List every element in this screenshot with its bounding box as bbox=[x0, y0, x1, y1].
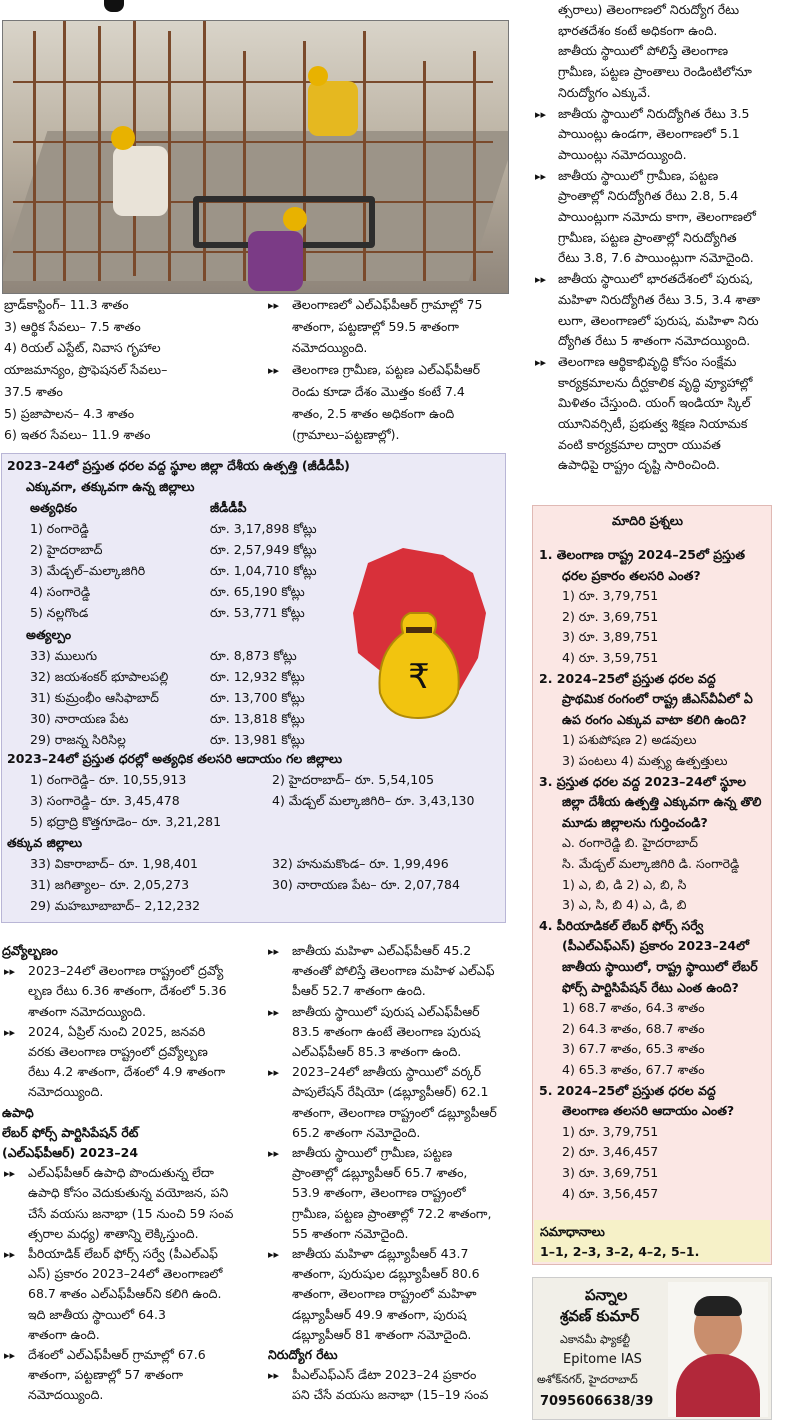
lfpr-line: శాతం, 2.5 శాతం అధికంగా ఉంది bbox=[292, 405, 455, 421]
double-triangle-bullet-icon: ▸▸ bbox=[268, 1369, 280, 1383]
wpr-line: పాపులేషన్ రేషియో (డబ్ల్యూపీఆర్) 62.1 bbox=[292, 1084, 489, 1100]
service-share-line: 6) ఇతర సేవలు– 11.9 శాతం bbox=[4, 427, 151, 443]
header-glyph-fragment bbox=[104, 0, 124, 12]
inflation-employment-line: వరకు తెలంగాణ రాష్ట్రంలో ద్రవ్యోల్బణ bbox=[28, 1044, 208, 1059]
inflation-employment-line: శాతంగా ఉంది. bbox=[28, 1326, 100, 1342]
answer-option: 3) ఎ, సి, బి 4) ఎ, డి, బి bbox=[562, 897, 687, 913]
unemployment-line: జాతీయ స్థాయిలో నిరుద్యోగిత రేటు 3.5 bbox=[558, 105, 750, 121]
wpr-line: శాతంగా, తెలంగాణ రాష్ట్రంలో మహిళా bbox=[292, 1286, 477, 1302]
double-triangle-bullet-icon: ▸▸ bbox=[268, 364, 280, 378]
service-share-line: 3) ఆర్థిక సేవలు– 7.5 శాతం bbox=[4, 318, 141, 334]
district-name: 4) సంగారెడ్డి bbox=[30, 584, 91, 599]
unemployment-line: వంటి కార్యక్రమాల ద్వారా యువత bbox=[558, 436, 721, 452]
lfpr-line: రెండు కూడా దేశం మొత్తం కంటే 7.4 bbox=[292, 383, 465, 399]
answer-option: 4) 65.3 శాతం, 67.7 శాతం bbox=[562, 1062, 705, 1077]
wpr-line: జాతీయ స్థాయిలో పురుష ఎల్ఎఫ్‌పీఆర్ bbox=[292, 1003, 480, 1019]
unemployment-line: జాతీయ స్థాయిలో గ్రామీణ, పట్టణ bbox=[558, 167, 719, 183]
unemployment-line: మహిళా నిరుద్యోగిత రేటు 3.5, 3.4 శాతా bbox=[558, 291, 761, 307]
wpr-line: 2023–24లో జాతీయ స్థాయిలో వర్కర్ bbox=[292, 1064, 482, 1080]
inflation-employment-line: రేటు 4.2 శాతంగా, దేశంలో 4.9 శాతంగా bbox=[28, 1064, 226, 1080]
lfpr-line: శాతంగా, పట్టణాల్లో 59.5 శాతంగా bbox=[292, 318, 459, 334]
answer-option: ఎ. రంగారెడ్డి బి. హైదరాబాద్ bbox=[562, 835, 698, 851]
question-text: (పీఎల్ఎఫ్ఎస్) ప్రకారం 2023–24లో bbox=[562, 938, 749, 954]
question-text: జిల్లా దేశీయ ఉత్పత్తి ఎక్కువగా ఉన్న తొలి bbox=[562, 794, 762, 810]
district-gddp-value: రూ. 8,873 కోట్లు bbox=[210, 648, 297, 663]
gddp-title: 2023–24లో ప్రస్తుత ధరల వద్ద స్థూల జిల్లా దేశీయ ఉత్పత్తి (జీడీడీపీ) bbox=[7, 458, 350, 473]
wpr-line: పీఎల్ఎఫ్ఎస్ డేటా 2023–24 ప్రకారం bbox=[292, 1367, 477, 1383]
question-text: 1. తెలంగాణ రాష్ట్ర 2024–25లో ప్రస్తుత bbox=[539, 547, 745, 562]
model-questions-head: మాదిరి ప్రశ్నలు bbox=[612, 513, 683, 528]
answers-text: 1–1, 2–3, 3–2, 4–2, 5–1. bbox=[540, 1244, 700, 1259]
unemployment-line: లుగా, తెలంగాణలో పురుష, మహిళా నిరు bbox=[558, 312, 759, 328]
unemployment-line: పాయింట్లుగా నమోదు కాగా, తెలంగాణలో bbox=[558, 209, 756, 224]
unemployment-line: జాతీయ స్థాయిలో భారతదేశంలో పురుష, bbox=[558, 271, 754, 287]
unemployment-line: మిళితం చేస్తుంది. యంగ్ ఇండియా స్కిల్ bbox=[558, 395, 751, 411]
section-heading: ద్రవ్యోల్బణం bbox=[2, 943, 58, 958]
answer-option: సి. మేడ్చల్ మల్కాజిగిరి డి. సంగారెడ్డి bbox=[562, 856, 740, 871]
answer-option: 1) రూ. 3,79,751 bbox=[562, 1123, 659, 1139]
district-gddp-value: రూ. 65,190 కోట్లు bbox=[210, 584, 305, 599]
answer-option: 2) రూ. 3,69,751 bbox=[562, 608, 659, 624]
inflation-employment-line: నమోదయ్యింది. bbox=[28, 1084, 104, 1100]
question-text: ఉప రంగం ఎక్కువ వాటా కలిగి ఉంది? bbox=[562, 711, 747, 727]
gddp-lowest-head: అత్యల్పం bbox=[26, 627, 72, 642]
service-share-line: 4) రియల్ ఎస్టేట్, నివాస గృహాల bbox=[4, 340, 161, 356]
per-capita-income-item: 2) హైదరాబాద్– రూ. 5,54,105 bbox=[272, 772, 435, 787]
answer-option: 2) 64.3 శాతం, 68.7 శాతం bbox=[562, 1020, 705, 1036]
double-triangle-bullet-icon: ▸▸ bbox=[268, 1005, 280, 1019]
lfpr-line: తెలంగాణలో ఎల్ఎఫ్‌పీఆర్ గ్రామాల్లో 75 bbox=[292, 297, 483, 312]
inflation-employment-line: ఉపాధి కోసం వెదుకుతున్న వయోజన, పని bbox=[28, 1185, 229, 1201]
wpr-line: డబ్ల్యూపీఆర్ 49.9 శాతంగా, పురుష bbox=[292, 1306, 467, 1322]
double-triangle-bullet-icon: ▸▸ bbox=[268, 1066, 280, 1080]
unemployment-line: జాతీయ స్థాయిలో పోలిస్తే తెలంగాణ bbox=[558, 43, 729, 59]
per-capita-income-item: 31) జగిత్యాల– రూ. 2,05,273 bbox=[30, 877, 190, 892]
answer-option: 2) రూ. 3,46,457 bbox=[562, 1144, 659, 1160]
inflation-employment-line: ఎల్ఎఫ్‌పీఆర్ ఉపాధి పొందుతున్న లేదా bbox=[28, 1165, 214, 1181]
question-text: ధరల ప్రకారం తలసరి ఎంత? bbox=[562, 567, 701, 583]
income-title: 2023–24లో ప్రస్తుత ధరల్లో అత్యధిక తలసరి ఆదాయం గల జిల్లాలు bbox=[7, 751, 343, 766]
double-triangle-bullet-icon: ▸▸ bbox=[4, 1167, 16, 1181]
gddp-col-head-highest: అత్యధికం bbox=[30, 500, 78, 515]
district-gddp-value: రూ. 2,57,949 కోట్లు bbox=[210, 542, 317, 557]
section-heading: (ఎల్ఎఫ్‌పీఆర్) 2023–24 bbox=[2, 1145, 139, 1160]
double-triangle-bullet-icon: ▸▸ bbox=[535, 273, 547, 287]
district-name: 29) రాజన్న సిరిసిల్ల bbox=[30, 732, 126, 747]
unemployment-line: భారతదేశం కంటే అధికంగా ఉంది. bbox=[558, 22, 718, 38]
unemployment-line: నిరుద్యోగం ఎక్కువే. bbox=[558, 84, 651, 100]
wpr-line: జాతీయ మహిళా ఎల్ఎఫ్‌పీఆర్ 45.2 bbox=[292, 943, 472, 958]
district-name: 2) హైదరాబాద్ bbox=[30, 542, 103, 557]
author-name-2: శ్రవణ్ కుమార్ bbox=[560, 1307, 640, 1325]
double-triangle-bullet-icon: ▸▸ bbox=[4, 1025, 16, 1039]
construction-photo bbox=[2, 20, 509, 294]
answer-option: 3) రూ. 3,89,751 bbox=[562, 629, 659, 645]
district-name: 32) జయశంకర్ భూపాలపల్లి bbox=[30, 669, 169, 684]
lfpr-line: (గ్రామాలు–పట్టణాల్లో). bbox=[292, 427, 400, 443]
wpr-line: శాతంతో పోలిస్తే తెలంగాణ మహిళ ఎల్ఎఫ్ bbox=[292, 963, 495, 979]
double-triangle-bullet-icon: ▸▸ bbox=[268, 945, 280, 958]
question-text: తెలంగాణ తలసరి ఆదాయం ఎంత? bbox=[562, 1103, 735, 1119]
wpr-line: 55 శాతంగా నమోదైంది. bbox=[292, 1225, 409, 1241]
per-capita-income-item: 29) మహబూబాబాద్– 2,12,232 bbox=[30, 898, 201, 913]
wpr-line: పని చేసే వయసు జనాభా (15–19 సంవ bbox=[292, 1387, 489, 1403]
question-text: 2. 2024–25లో ప్రస్తుత ధరల వద్ద bbox=[539, 670, 716, 686]
per-capita-income-item: 5) భద్రాద్రి కొత్తగూడెం– రూ. 3,21,281 bbox=[30, 814, 222, 829]
inflation-employment-line: పీరియాడిక్ లేబర్ ఫోర్స్ సర్వే (పీఎల్ఎఫ్ bbox=[28, 1246, 218, 1261]
district-name: 5) నల్లగొండ bbox=[30, 605, 89, 620]
wpr-line: గ్రామీణ, పట్టణ ప్రాంతాల్లో 72.2 శాతంగా, bbox=[292, 1205, 492, 1221]
answer-option: 3) పంటలు 4) మత్స్య ఉత్పత్తులు bbox=[562, 753, 728, 768]
wpr-line: ప్రాంతాల్లో డబ్ల్యూపీఆర్ 65.7 శాతం, bbox=[292, 1165, 468, 1181]
answer-option: 3) రూ. 3,69,751 bbox=[562, 1165, 659, 1180]
service-share-line: యాజమాన్యం, ప్రొఫెషనల్ సేవలు– bbox=[4, 362, 168, 378]
wpr-line: 83.5 శాతంగా ఉంటే తెలంగాణ పురుష bbox=[292, 1023, 481, 1039]
district-name: 31) కుమ్రంభీం ఆసిఫాబాద్ bbox=[30, 690, 159, 705]
district-name: 1) రంగారెడ్డి bbox=[30, 521, 89, 536]
rupee-money-bag-icon: ₹ bbox=[408, 657, 430, 697]
author-org: Epitome IAS bbox=[563, 1352, 642, 1367]
unemployment-line: పాయింట్లు నమోదయ్యింది. bbox=[558, 146, 687, 162]
answer-option: 1) పశుపోషణ 2) అడవులు bbox=[562, 732, 697, 748]
per-capita-income-item: 4) మేడ్చల్ మల్కాజిగిరి– రూ. 3,43,130 bbox=[272, 793, 475, 808]
inflation-employment-line: 68.7 శాతం ఎల్ఎఫ్‌పీఆర్‌ని కలిగి ఉంది. bbox=[28, 1286, 222, 1302]
district-gddp-value: రూ. 13,981 కోట్లు bbox=[210, 732, 305, 747]
double-triangle-bullet-icon: ▸▸ bbox=[268, 1147, 280, 1160]
wpr-line: శాతంగా, పురుషుల డబ్ల్యూపీఆర్ 80.6 bbox=[292, 1266, 480, 1282]
unemployment-line: తెలంగాణ ఆర్థికాభివృద్ధి కోసం సంక్షేమ bbox=[558, 353, 737, 369]
inflation-employment-line: శాతంగా, పట్టణాల్లో 57 శాతంగా bbox=[28, 1367, 183, 1383]
service-share-line: 5) ప్రజాపాలన– 4.3 శాతం bbox=[4, 405, 135, 421]
answers-head: సమాధానాలు bbox=[540, 1224, 605, 1239]
question-text: మూడు జిల్లాలను గుర్తించండి? bbox=[562, 814, 708, 830]
wpr-line: 65.2 శాతంగా నమోదైంది. bbox=[292, 1124, 421, 1140]
inflation-employment-line: నమోదయ్యింది. bbox=[28, 1387, 104, 1403]
section-heading: నిరుద్యోగ రేటు bbox=[268, 1347, 338, 1362]
author-phone: 7095606638/39 bbox=[540, 1394, 654, 1409]
inflation-employment-line: శాతంగా నమోదయ్యింది. bbox=[28, 1003, 146, 1019]
wpr-line: జాతీయ మహిళా డబ్ల్యూపీఆర్ 43.7 bbox=[292, 1246, 469, 1261]
unemployment-line: కార్యక్రమాలను దీర్ఘకాలిక వృద్ధి వ్యూహాల్లో bbox=[558, 374, 753, 390]
wpr-line: శాతంగా, తెలంగాణ రాష్ట్రంలో డబ్ల్యూపీఆర్ bbox=[292, 1104, 497, 1120]
unemployment-line: గ్రామీణ, పట్టణ ప్రాంతాలు రెండింటిలోనూ bbox=[558, 64, 752, 80]
district-gddp-value: రూ. 12,932 కోట్లు bbox=[210, 669, 305, 684]
unemployment-line: యూనివర్సిటీ, ప్రభుత్వ శిక్షణ నియామక bbox=[558, 416, 748, 431]
unemployment-line: పాయింట్లు ఉండగా, తెలంగాణలో 5.1 bbox=[558, 126, 740, 142]
income-low-head: తక్కువ జిల్లాలు bbox=[7, 835, 83, 850]
unemployment-line: రేటు 3.8, 7.6 పాయింట్లుగా నమోదైంది. bbox=[558, 250, 754, 266]
double-triangle-bullet-icon: ▸▸ bbox=[4, 965, 16, 979]
inflation-employment-line: ఇది జాతీయ స్థాయిలో 64.3 bbox=[28, 1306, 166, 1322]
question-text: 3. ప్రస్తుత ధరల వద్ద 2023–24లో స్థూల bbox=[539, 773, 747, 789]
double-triangle-bullet-icon: ▸▸ bbox=[4, 1349, 16, 1362]
district-name: 30) నారాయణ పేట bbox=[30, 711, 129, 726]
district-gddp-value: రూ. 1,04,710 కోట్లు bbox=[210, 563, 317, 578]
per-capita-income-item: 32) హనుమకొండ– రూ. 1,99,496 bbox=[272, 856, 449, 871]
answer-option: 1) రూ. 3,79,751 bbox=[562, 588, 659, 604]
author-photo bbox=[668, 1282, 768, 1417]
inflation-employment-line: ఎస్) ప్రకారం 2023–24లో తెలంగాణలో bbox=[28, 1266, 223, 1282]
inflation-employment-line: 2023–24లో తెలంగాణ రాష్ట్రంలో ద్రవ్యో bbox=[28, 963, 224, 979]
answer-option: 1) ఎ, బి, డి 2) ఎ, బి, సి bbox=[562, 876, 687, 892]
answer-option: 4) రూ. 3,56,457 bbox=[562, 1185, 659, 1201]
wpr-line: 53.9 శాతంగా, తెలంగాణ రాష్ట్రంలో bbox=[292, 1185, 466, 1201]
question-text: జాతీయ స్థాయిలో, రాష్ట్ర స్థాయిలో లేబర్ bbox=[562, 959, 758, 974]
inflation-employment-line: ల్బణ రేటు 6.36 శాతంగా, దేశంలో 5.36 bbox=[28, 983, 227, 999]
district-gddp-value: రూ. 13,818 కోట్లు bbox=[210, 711, 305, 726]
per-capita-income-item: 33) వికారాబాద్– రూ. 1,98,401 bbox=[30, 856, 199, 871]
per-capita-income-item: 30) నారాయణ పేట– రూ. 2,07,784 bbox=[272, 877, 460, 892]
gddp-col-head-value: జీడీడీపీ bbox=[210, 500, 247, 515]
question-text: ఫోర్స్ పార్టిసిపేషన్ రేటు ఎంత ఉంది? bbox=[562, 979, 739, 995]
district-gddp-value: రూ. 3,17,898 కోట్లు bbox=[210, 521, 317, 536]
unemployment-line: ప్రాంతాల్లో నిరుద్యోగిత రేటు 2.8, 5.4 bbox=[558, 188, 739, 204]
unemployment-line: గ్రామీణ, పట్టణ ప్రాంతాల్లో నిరుద్యోగిత bbox=[558, 229, 737, 245]
wpr-line: ఎల్ఎఫ్‌పీఆర్ 85.3 శాతంగా ఉంది. bbox=[292, 1044, 462, 1059]
double-triangle-bullet-icon: ▸▸ bbox=[535, 107, 547, 121]
unemployment-line: త్సరాలు) తెలంగాణలో నిరుద్యోగ రేటు bbox=[558, 2, 740, 17]
question-text: ప్రాథమిక రంగంలో రాష్ట్ర జీఎస్‌వీఏలో ఏ bbox=[562, 691, 753, 707]
district-name: 3) మేడ్చల్–మల్కాజిగిరి bbox=[30, 563, 146, 578]
answer-option: 1) 68.7 శాతం, 64.3 శాతం bbox=[562, 1000, 705, 1016]
author-role: ఎకానమీ ఫ్యాకల్టీ bbox=[560, 1333, 631, 1346]
double-triangle-bullet-icon: ▸▸ bbox=[535, 355, 547, 369]
lfpr-line: తెలంగాణ గ్రామీణ, పట్టణ ఎల్ఎఫ్‌పీఆర్ bbox=[292, 362, 480, 378]
per-capita-income-item: 1) రంగారెడ్డి– రూ. 10,55,913 bbox=[30, 772, 187, 787]
answer-option: 4) రూ. 3,59,751 bbox=[562, 650, 659, 665]
section-heading: లేబర్ ఫోర్స్ పార్టిసిపేషన్ రేట్ bbox=[2, 1124, 139, 1140]
double-triangle-bullet-icon: ▸▸ bbox=[268, 299, 280, 312]
wpr-line: జాతీయ స్థాయిలో గ్రామీణ, పట్టణ bbox=[292, 1145, 453, 1160]
inflation-employment-line: దేశంలో ఎల్ఎఫ్‌పీఆర్ గ్రామాల్లో 67.6 bbox=[28, 1347, 206, 1362]
wpr-line: పీఆర్ 52.7 శాతంగా ఉంది. bbox=[292, 983, 426, 999]
unemployment-line: ద్యోగిత రేటు 5 శాతంగా నమోదయ్యింది. bbox=[558, 333, 751, 349]
author-place: అశోక్‌నగర్, హైదరాబాద్ bbox=[537, 1373, 638, 1386]
service-share-line: బ్రాడ్‌కాస్టింగ్– 11.3 శాతం bbox=[4, 297, 129, 312]
district-gddp-value: రూ. 53,771 కోట్లు bbox=[210, 605, 305, 620]
district-name: 33) ములుగు bbox=[30, 648, 98, 663]
author-name-1: పన్నాల bbox=[585, 1286, 628, 1304]
question-text: 4. పీరియాడికల్ లేబర్ ఫోర్స్ సర్వే bbox=[539, 917, 704, 933]
double-triangle-bullet-icon: ▸▸ bbox=[4, 1248, 16, 1261]
section-heading: ఉపాధి bbox=[2, 1104, 34, 1120]
service-share-line: 37.5 శాతం bbox=[4, 383, 63, 399]
unemployment-line: ఉపాధిపై రాష్ట్రం దృష్టి సారించింది. bbox=[558, 457, 720, 473]
double-triangle-bullet-icon: ▸▸ bbox=[535, 169, 547, 183]
telangana-map-icon bbox=[348, 543, 488, 723]
double-triangle-bullet-icon: ▸▸ bbox=[268, 1248, 280, 1261]
lfpr-line: నమోదయ్యింది. bbox=[292, 340, 368, 356]
inflation-employment-line: చేసే వయసు జనాభా (15 నుంచి 59 సంవ bbox=[28, 1205, 234, 1221]
question-text: 5. 2024–25లో ప్రస్తుత ధరల వద్ద bbox=[539, 1082, 716, 1098]
inflation-employment-line: త్సరాల మధ్య) శాతాన్ని లెక్కిస్తుంది. bbox=[28, 1225, 199, 1241]
gddp-subtitle: ఎక్కువగా, తక్కువగా ఉన్న జిల్లాలు bbox=[26, 479, 195, 494]
district-gddp-value: రూ. 13,700 కోట్లు bbox=[210, 690, 305, 705]
wpr-line: డబ్ల్యూపీఆర్ 81 శాతంగా నమోదైంది. bbox=[292, 1326, 472, 1342]
per-capita-income-item: 3) సంగారెడ్డి– రూ. 3,45,478 bbox=[30, 793, 180, 808]
answer-option: 3) 67.7 శాతం, 65.3 శాతం bbox=[562, 1041, 705, 1057]
inflation-employment-line: 2024, ఏప్రిల్ నుంచి 2025, జనవరి bbox=[28, 1023, 206, 1039]
